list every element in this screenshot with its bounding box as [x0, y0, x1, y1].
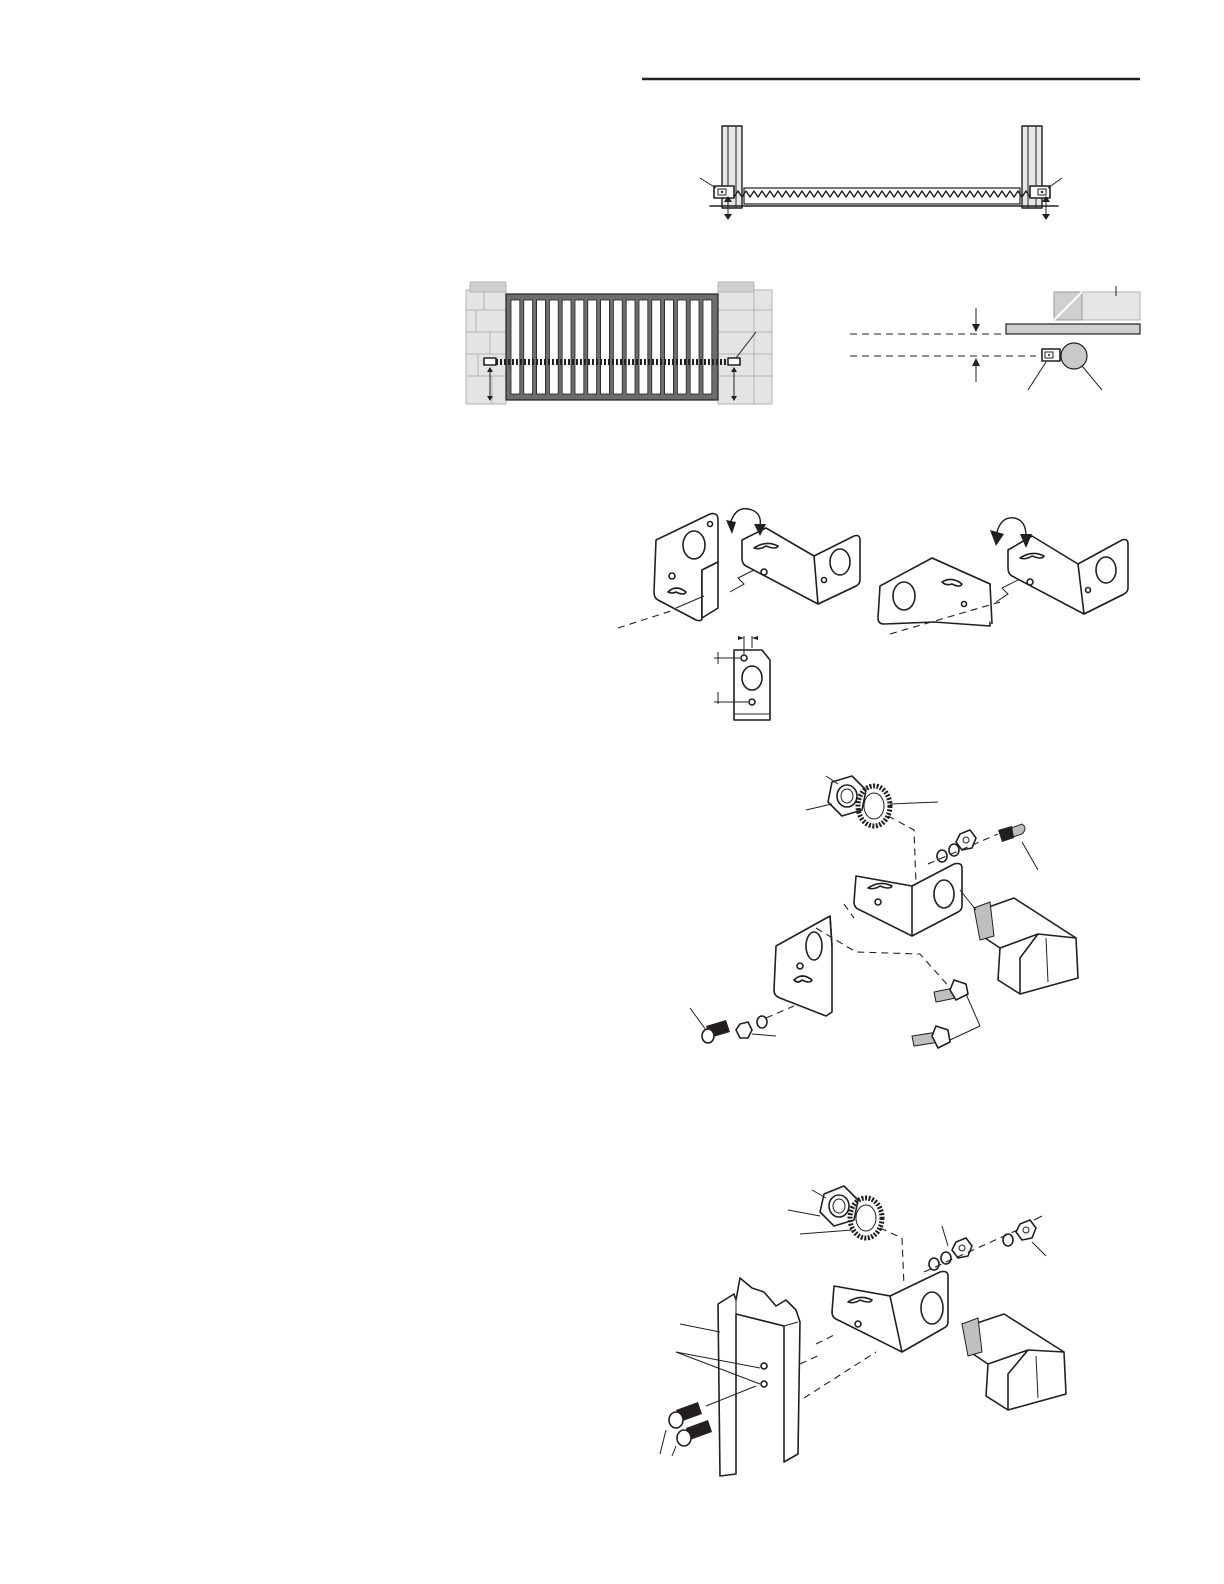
beam-circle	[1061, 343, 1087, 369]
mount-carriage-bolts	[660, 1386, 756, 1456]
gate-bar	[562, 300, 571, 394]
right-pillar	[718, 282, 772, 404]
gate-left-sensor	[484, 358, 496, 365]
gate-bar	[575, 300, 584, 394]
gate-edge	[1006, 324, 1140, 334]
exploded-bracket-sensor-diagram	[676, 768, 1096, 1068]
gate-bar	[511, 300, 520, 394]
detail-sensor	[1028, 343, 1102, 390]
gate-bar	[549, 300, 558, 394]
hex-bolts	[912, 980, 980, 1048]
gate-right-sensor	[728, 358, 740, 365]
gate-front-view-diagram	[462, 280, 774, 408]
gate-bar	[588, 300, 597, 394]
gate-bar	[703, 300, 712, 394]
carriage-bolt-lower	[690, 1006, 794, 1043]
gate-bar	[639, 300, 648, 394]
header-rule	[640, 76, 1142, 82]
hex-nut	[806, 776, 866, 816]
mount-bracket	[832, 1272, 948, 1353]
star-lock-washer	[858, 786, 938, 826]
upper-bracket	[854, 864, 962, 937]
bracket-template-diagram	[706, 630, 778, 726]
left-bracket-a	[654, 514, 718, 621]
mount-post	[676, 1278, 800, 1476]
mount-small-hardware	[924, 1216, 1046, 1272]
left-pillar	[466, 282, 506, 404]
upper-small-hardware	[928, 824, 1038, 870]
gate-bar	[626, 300, 635, 394]
clearance-arrows	[972, 308, 980, 382]
gate-bar	[652, 300, 661, 394]
bracket-assembly-left-diagram	[618, 500, 866, 632]
lower-bracket	[774, 916, 832, 1016]
right-height-arrow	[1042, 196, 1050, 220]
gate-bar	[677, 300, 686, 394]
exploded-post-mount-diagram	[636, 1176, 1068, 1476]
bracket-assembly-right-diagram	[870, 506, 1142, 638]
eye-height-detail-diagram	[846, 282, 1142, 398]
alignment-line	[618, 610, 674, 628]
gate-bar	[537, 300, 546, 394]
beam-top-view-diagram	[700, 120, 1070, 230]
mount-hex-nut	[788, 1186, 858, 1226]
left-bracket-b	[742, 528, 860, 604]
gate-bar	[690, 300, 699, 394]
gate-bar	[665, 300, 674, 394]
gate-bar	[524, 300, 533, 394]
mount-sensor-housing	[962, 1314, 1066, 1410]
gate-bar	[601, 300, 610, 394]
gate-bar	[613, 300, 622, 394]
sensor-housing	[960, 890, 1078, 994]
right-bracket-a	[878, 558, 992, 626]
